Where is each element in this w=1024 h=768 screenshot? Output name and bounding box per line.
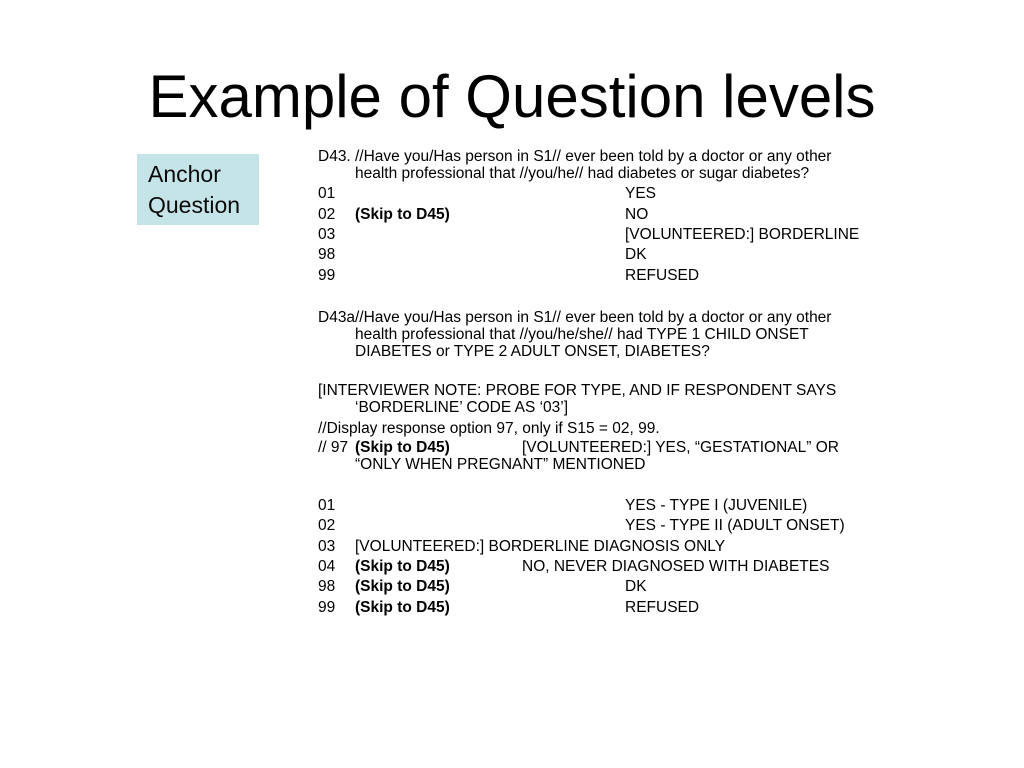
q2-code: 99: [318, 599, 336, 616]
q2-option: DK: [625, 578, 647, 595]
q2-option-97-line2: “ONLY WHEN PREGNANT” MENTIONED: [355, 456, 646, 473]
q2-code: 02: [318, 517, 336, 534]
q1-option: YES: [625, 185, 657, 202]
q2-option: YES - TYPE II (ADULT ONSET): [625, 517, 845, 534]
q1-code: 01: [318, 185, 336, 202]
display-note: //Display response option 97, only if S15 = 02, 99.: [318, 420, 660, 437]
q1-code: 98: [318, 246, 336, 263]
interviewer-note-line1: [INTERVIEWER NOTE: PROBE FOR TYPE, AND IF RESPONDENT SAYS: [318, 382, 837, 399]
q2-code: 98: [318, 578, 336, 595]
q2-number: D43a: [318, 309, 356, 326]
q2-skip: (Skip to D45): [355, 558, 450, 575]
interviewer-note-line2: ‘BORDERLINE’ CODE AS ‘03’]: [355, 399, 569, 416]
q2-skip: (Skip to D45): [355, 578, 450, 595]
q2-code: 04: [318, 558, 336, 575]
q1-option: REFUSED: [625, 267, 700, 284]
q2-option: REFUSED: [625, 599, 700, 616]
q2-option-97-code: // 97: [318, 439, 349, 456]
q1-text-line1: //Have you/Has person in S1// ever been told by a doctor or any other: [355, 148, 832, 165]
q2-code: 03: [318, 538, 336, 555]
q2-option: YES - TYPE I (JUVENILE): [625, 497, 808, 514]
q2-skip: (Skip to D45): [355, 599, 450, 616]
q2-text-line1: //Have you/Has person in S1// ever been told by a doctor or any other: [355, 309, 832, 326]
q1-code: 03: [318, 226, 336, 243]
q2-code: 01: [318, 497, 336, 514]
q1-number: D43.: [318, 148, 351, 165]
q1-code: 02: [318, 206, 336, 223]
q2-option: [VOLUNTEERED:] BORDERLINE DIAGNOSIS ONLY: [355, 538, 726, 555]
q1-option: [VOLUNTEERED:] BORDERLINE: [625, 226, 860, 243]
q1-skip: (Skip to D45): [355, 206, 450, 223]
q2-text-line2: health professional that //you/he/she// had TYPE 1 CHILD ONSET: [355, 326, 809, 343]
q2-option: NO, NEVER DIAGNOSED WITH DIABETES: [522, 558, 830, 575]
q2-text-line3: DIABETES or TYPE 2 ADULT ONSET, DIABETES?: [355, 343, 710, 360]
q1-code: 99: [318, 267, 336, 284]
anchor-question-label: Anchor Question: [137, 154, 259, 225]
q1-option: NO: [625, 206, 649, 223]
q2-option-97-line1: [VOLUNTEERED:] YES, “GESTATIONAL” OR: [522, 439, 839, 456]
q2-option-97-skip: (Skip to D45): [355, 439, 450, 456]
q1-option: DK: [625, 246, 647, 263]
slide-title: Example of Question levels: [148, 63, 876, 130]
q1-text-line2: health professional that //you/he// had diabetes or sugar diabetes?: [355, 165, 810, 182]
